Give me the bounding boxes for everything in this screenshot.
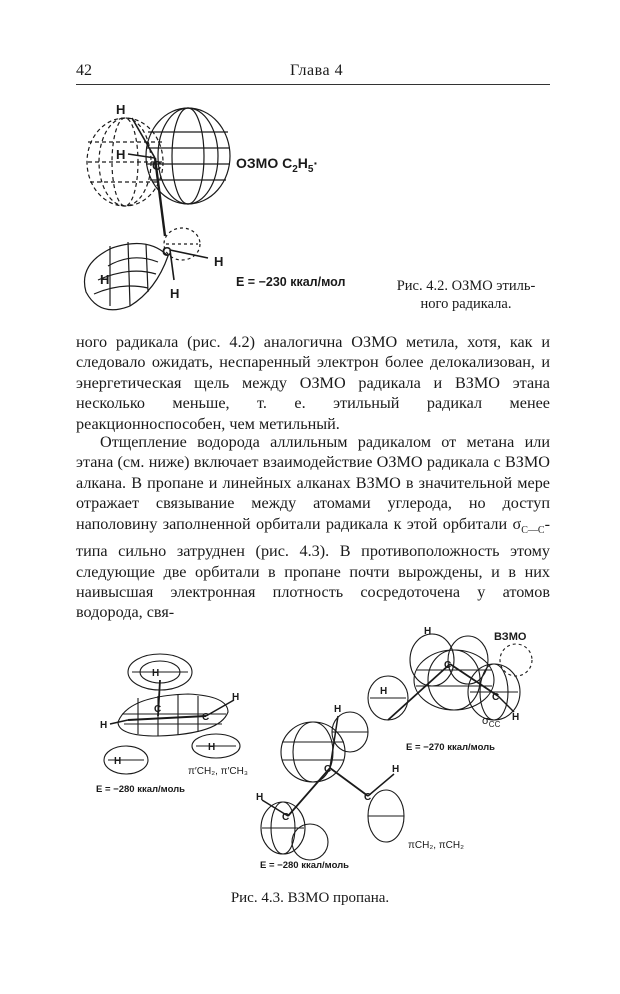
paragraph-1-text: ного радикала (рис. 4.2) аналогична ОЗМО метила, хотя, как и следовало ожидать, неспаренный электрон более делокализован, и энергетическая щель между ОЗМО радикала и ВЗМО этана несколько меньше, т. е. этильный радикал менее реакционноспособен, чем метильный. [76,333,550,433]
left-atom-c: C [154,704,162,715]
caption-line-1: Рис. 4.2. ОЗМО этиль- [396,278,536,294]
center-atom-c3: C [364,792,372,803]
left-orbital-diagram [104,654,240,774]
header-rule [76,84,550,85]
figure-4-2-caption [386,277,546,313]
pi-label-left: π′CH₂, π′CH₃ [188,766,248,777]
center-orbital-diagram [261,712,404,860]
center-atom-c2: C [282,812,290,823]
figure-4-2 [70,96,380,316]
paragraph-2-part-a: Отщепление водорода аллильным радикалом от метана или этана (см. ниже) включает взаимодействие ОЗМО радикала с ВЗМО алкана. В пропане и линейных алканах ВЗМО в значительной мере отражает связывание между атомами углерода, но доступ наполовину заполненной орбитали радикала к этой орбитали σ [76,433,550,533]
atom-h-lower-bottom: H [170,286,180,301]
left-atom-h5: H [208,742,216,753]
energy-label: E = −230 ккал/мол [236,275,346,289]
page-header [76,62,550,86]
running-head: Глава 4 [290,62,344,79]
lower-solid-lobe [84,242,168,310]
paragraph-2 [76,432,550,623]
paragraph-2-part-b: -типа сильно затруднен (рис. 4.3). В противоположность этому следующие две орбитали в пропане почти вырождены, и в них наивысшая электронная плотность сосредоточена у атомов водорода, свя- [76,514,550,622]
figure-4-3 [88,620,548,880]
left-atom-h4: H [114,756,122,767]
label-vzmo: ВЗМО [494,631,527,643]
energy-top-right: E = −270 ккал/моль [406,742,496,753]
right-atom-c: C [444,660,452,671]
atom-h-upper-top: H [116,102,126,117]
figure-4-3-caption: Рис. 4.3. ВЗМО пропана. [230,890,390,906]
energy-left: E = −280 ккал/моль [96,784,186,795]
center-atom-c: C [324,764,332,775]
right-orbital-diagram [368,634,532,720]
atom-c-upper: C [152,158,162,173]
atom-h-upper-left: H [116,147,126,162]
label-sigma: $\sigma_{CC}$ [482,715,501,729]
orbital-label: ОЗМО $C_2H_5\cdot$ [236,155,319,175]
left-atom-h3: H [100,720,108,731]
right-atom-h-top: H [424,626,432,637]
atom-h-lower-right: H [214,254,224,269]
paragraph-1 [76,332,550,434]
left-atom-h1: H [152,668,160,679]
center-atom-h-right: H [392,764,400,775]
page-number: 42 [76,62,92,79]
left-atom-c2: C [202,712,210,723]
left-atom-h2: H [232,692,240,703]
pi-label-bottom: πCH₂, πCH₂ [408,840,465,851]
atom-c-lower: C [162,244,172,259]
atom-h-lower-left: H [100,272,110,287]
energy-bottom: E = −280 ккал/моль [260,860,350,871]
caption-line-2: ного радикала. [420,296,512,312]
sigma-subscript: C—C [521,524,545,536]
right-atom-h-left: H [380,686,388,697]
center-atom-h-top: H [334,704,342,715]
right-atom-h-right: H [512,712,520,723]
center-atom-h-left: H [256,792,264,803]
paragraph-2-text [76,432,550,623]
right-atom-c2: C [492,692,500,703]
